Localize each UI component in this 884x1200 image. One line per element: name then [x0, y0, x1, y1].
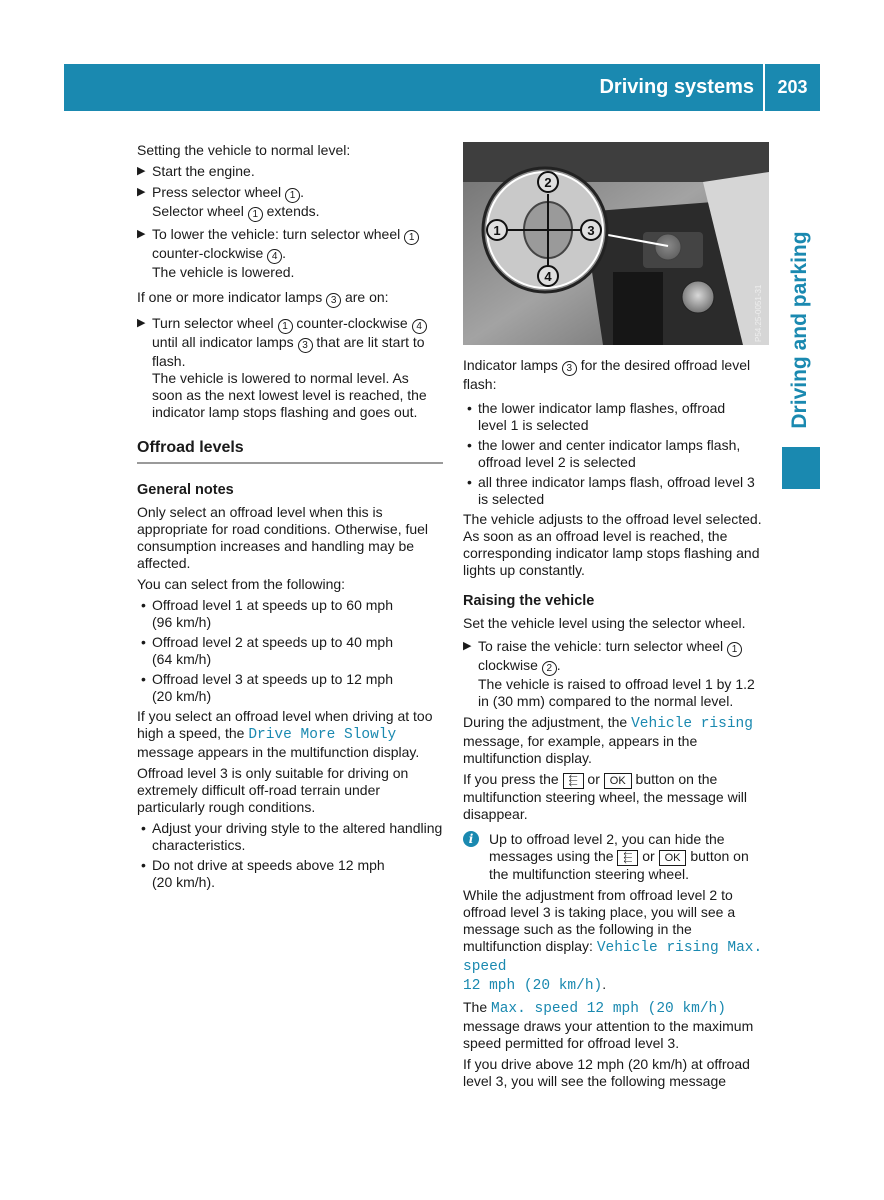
step-turn-ccw [137, 315, 443, 421]
general-notes-text: Only select an offroad level when this is appropriate for road conditions. Otherwise, fuel consumption increases and handling may be affected. [137, 504, 429, 571]
step-start-engine [137, 163, 443, 180]
display-message: Vehicle rising [631, 716, 753, 732]
text-part: message appears in the multifunction display. [137, 744, 420, 760]
step-arrow-icon: ▶ [137, 317, 146, 329]
side-tab [782, 231, 818, 436]
display-message: Drive More Slowly [248, 727, 397, 743]
list-item-text: offroad level 2 is selected [478, 454, 636, 470]
side-tab-label: Driving and parking [788, 231, 811, 429]
text-part: Up to offroad level 2, you can hide the messages using the [489, 831, 725, 864]
bullet: • [467, 474, 472, 490]
lamps-flash-text [463, 357, 769, 393]
offroad-levels-heading: Offroad levels [137, 439, 443, 464]
callout-1: 1 [727, 642, 742, 657]
high-speed-text [137, 708, 443, 761]
selector-wheel-photo [463, 142, 769, 345]
right-column [463, 142, 769, 1094]
step-text: extends. [262, 203, 320, 219]
text-part: or [583, 771, 604, 787]
callout-3: 3 [298, 338, 313, 353]
list-item [463, 474, 769, 508]
list-item [137, 634, 443, 668]
callout-1: 1 [278, 319, 293, 334]
step-text: . [282, 245, 287, 261]
step-text: clockwise [478, 657, 542, 673]
text-part: If you press the [463, 771, 563, 787]
list-item-text: is selected [478, 491, 545, 507]
step-text: To raise the vehicle: turn selector wheel [478, 638, 728, 654]
info-icon: i [463, 831, 479, 847]
callout-3-label: 3 [587, 223, 595, 238]
bullet: • [467, 437, 472, 453]
photo-illustration [463, 142, 769, 345]
while-adjustment-text [463, 887, 769, 995]
step-text: Press selector wheel [152, 184, 286, 200]
raising-heading: Raising the vehicle [463, 593, 595, 609]
lamps-on-text [137, 289, 443, 308]
callout-1: 1 [285, 188, 300, 203]
callout-2-label: 2 [544, 175, 552, 190]
step-arrow-icon: ▶ [137, 165, 146, 177]
step-text: Turn selector wheel [152, 315, 278, 331]
text-part: for the desired offroad level flash: [463, 357, 751, 392]
list-item-text: Offroad level 3 at speeds up to 12 mph [152, 671, 394, 687]
ok-key: OK [604, 773, 632, 789]
bullet: • [141, 634, 146, 650]
text-part: During the adjustment, the [463, 714, 632, 730]
list-item-text: (64 km/h) [152, 651, 212, 667]
intro-text: Setting the vehicle to normal level: [137, 142, 351, 158]
callout-2: 2 [542, 661, 557, 676]
bullet: • [141, 857, 146, 873]
back-key-icon: ⬱ [563, 773, 584, 789]
press-button-text [463, 771, 769, 823]
text-part: The [463, 999, 492, 1015]
max-speed-text [463, 999, 769, 1052]
section-title: Driving systems [599, 76, 754, 98]
list-item-text: Adjust your driving style to the altered handling characteristics. [152, 820, 443, 853]
page-number: 203 [777, 77, 808, 97]
display-message: 12 mph (20 km/h) [463, 978, 603, 994]
step-result: The vehicle is raised to offroad level 1 by 1.2 in (30 mm) compared to the normal level. [478, 676, 755, 709]
level3-text: Offroad level 3 is only suitable for driving on extremely difficult off-road terrain under particularly rough conditions. [137, 765, 409, 815]
list-item-text: all three indicator lamps flash, offroad level 3 [478, 474, 755, 490]
step-result: The vehicle is lowered. [152, 264, 295, 280]
list-item [463, 400, 769, 434]
list-item [137, 820, 443, 854]
side-tab-marker [782, 447, 820, 489]
list-item-text: Offroad level 1 at speeds up to 60 mph [152, 597, 394, 613]
text-part: are on: [341, 289, 389, 305]
callout-4-label: 4 [544, 269, 552, 284]
bullet: • [141, 671, 146, 687]
display-message: Max. speed 12 mph (20 km/h) [491, 1001, 726, 1017]
callout-1: 1 [248, 207, 263, 222]
display-message: Vehicle rising Max. speed [463, 940, 763, 975]
step-raise-vehicle [463, 638, 769, 710]
general-notes-heading: General notes [137, 482, 234, 498]
text-part: message draws your attention to the maximum speed permitted for offroad level 3. [463, 1018, 754, 1051]
bullet: • [141, 597, 146, 613]
text-part: Indicator lamps [463, 357, 562, 373]
callout-1: 1 [404, 230, 419, 245]
photo-code: P54.25-0051-31 [754, 284, 763, 342]
bullet: • [141, 820, 146, 836]
during-adjustment-text [463, 714, 769, 767]
callout-4: 4 [412, 319, 427, 334]
step-text: until all indicator lamps [152, 334, 298, 350]
ok-key: OK [659, 850, 687, 866]
text-part: While the adjustment from offroad level 2 to offroad level 3 is taking place, you will see a message such as the following in the multifunction display: [463, 887, 736, 954]
list-item-text: the lower indicator lamp flashes, offroad [478, 400, 726, 416]
step-text: . [300, 184, 304, 200]
callout-3: 3 [562, 361, 577, 376]
step-text: counter-clockwise [292, 315, 412, 331]
text-part: If one or more indicator lamps [137, 289, 327, 305]
info-note [463, 831, 769, 883]
step-text: Start the engine. [152, 163, 255, 179]
page-header [64, 64, 820, 111]
step-arrow-icon: ▶ [137, 228, 146, 240]
list-item-text: (20 km/h) [152, 688, 212, 704]
select-from-text: You can select from the following: [137, 576, 346, 592]
callout-4: 4 [267, 249, 282, 264]
text-part: If you select an offroad level when driving at too high a speed, the [137, 708, 433, 741]
list-item-text: the lower and center indicator lamps flash, [478, 437, 741, 453]
drive-above-text: If you drive above 12 mph (20 km/h) at offroad level 3, you will see the following message [463, 1056, 750, 1089]
text-part: button on the multifunction steering wheel, the message will disappear. [463, 771, 748, 822]
text-part: message, for example, appears in the multifunction display. [463, 733, 698, 766]
text-part: button on the multifunction steering wheel. [489, 848, 749, 882]
list-item-text: (20 km/h). [152, 874, 216, 890]
step-text: that are lit start to flash. [152, 334, 425, 369]
list-item-text: (96 km/h) [152, 614, 212, 630]
list-item-text: Do not drive at speeds above 12 mph [152, 857, 385, 873]
bullet: • [467, 400, 472, 416]
step-result: The vehicle is lowered to normal level. As soon as the next lowest level is reached, the indicator lamp stops flashing and goes out. [152, 370, 427, 420]
step-lower-vehicle [137, 226, 443, 281]
step-text: Selector wheel [152, 203, 248, 219]
raising-text: Set the vehicle level using the selector wheel. [463, 615, 746, 631]
list-item-text: Offroad level 2 at speeds up to 40 mph [152, 634, 394, 650]
list-item-text: level 1 is selected [478, 417, 589, 433]
list-item [137, 597, 443, 631]
step-press-wheel [137, 184, 443, 222]
list-item [137, 857, 443, 891]
list-item [137, 671, 443, 705]
left-column [137, 142, 443, 894]
text-part: or [638, 848, 659, 864]
list-item [463, 437, 769, 471]
step-text: . [556, 657, 561, 673]
step-arrow-icon: ▶ [463, 640, 472, 652]
callout-1-label: 1 [493, 223, 501, 238]
step-text: counter-clockwise [152, 245, 268, 261]
step-text: To lower the vehicle: turn selector wheel [152, 226, 405, 242]
text-part: . [602, 976, 607, 992]
back-key-icon: ⬱ [617, 850, 638, 866]
step-arrow-icon: ▶ [137, 186, 146, 198]
callout-3: 3 [326, 293, 341, 308]
adjusts-text: The vehicle adjusts to the offroad level selected. As soon as an offroad level is reached, the corresponding indicator lamp stops flashing and lights up constantly. [463, 511, 762, 578]
